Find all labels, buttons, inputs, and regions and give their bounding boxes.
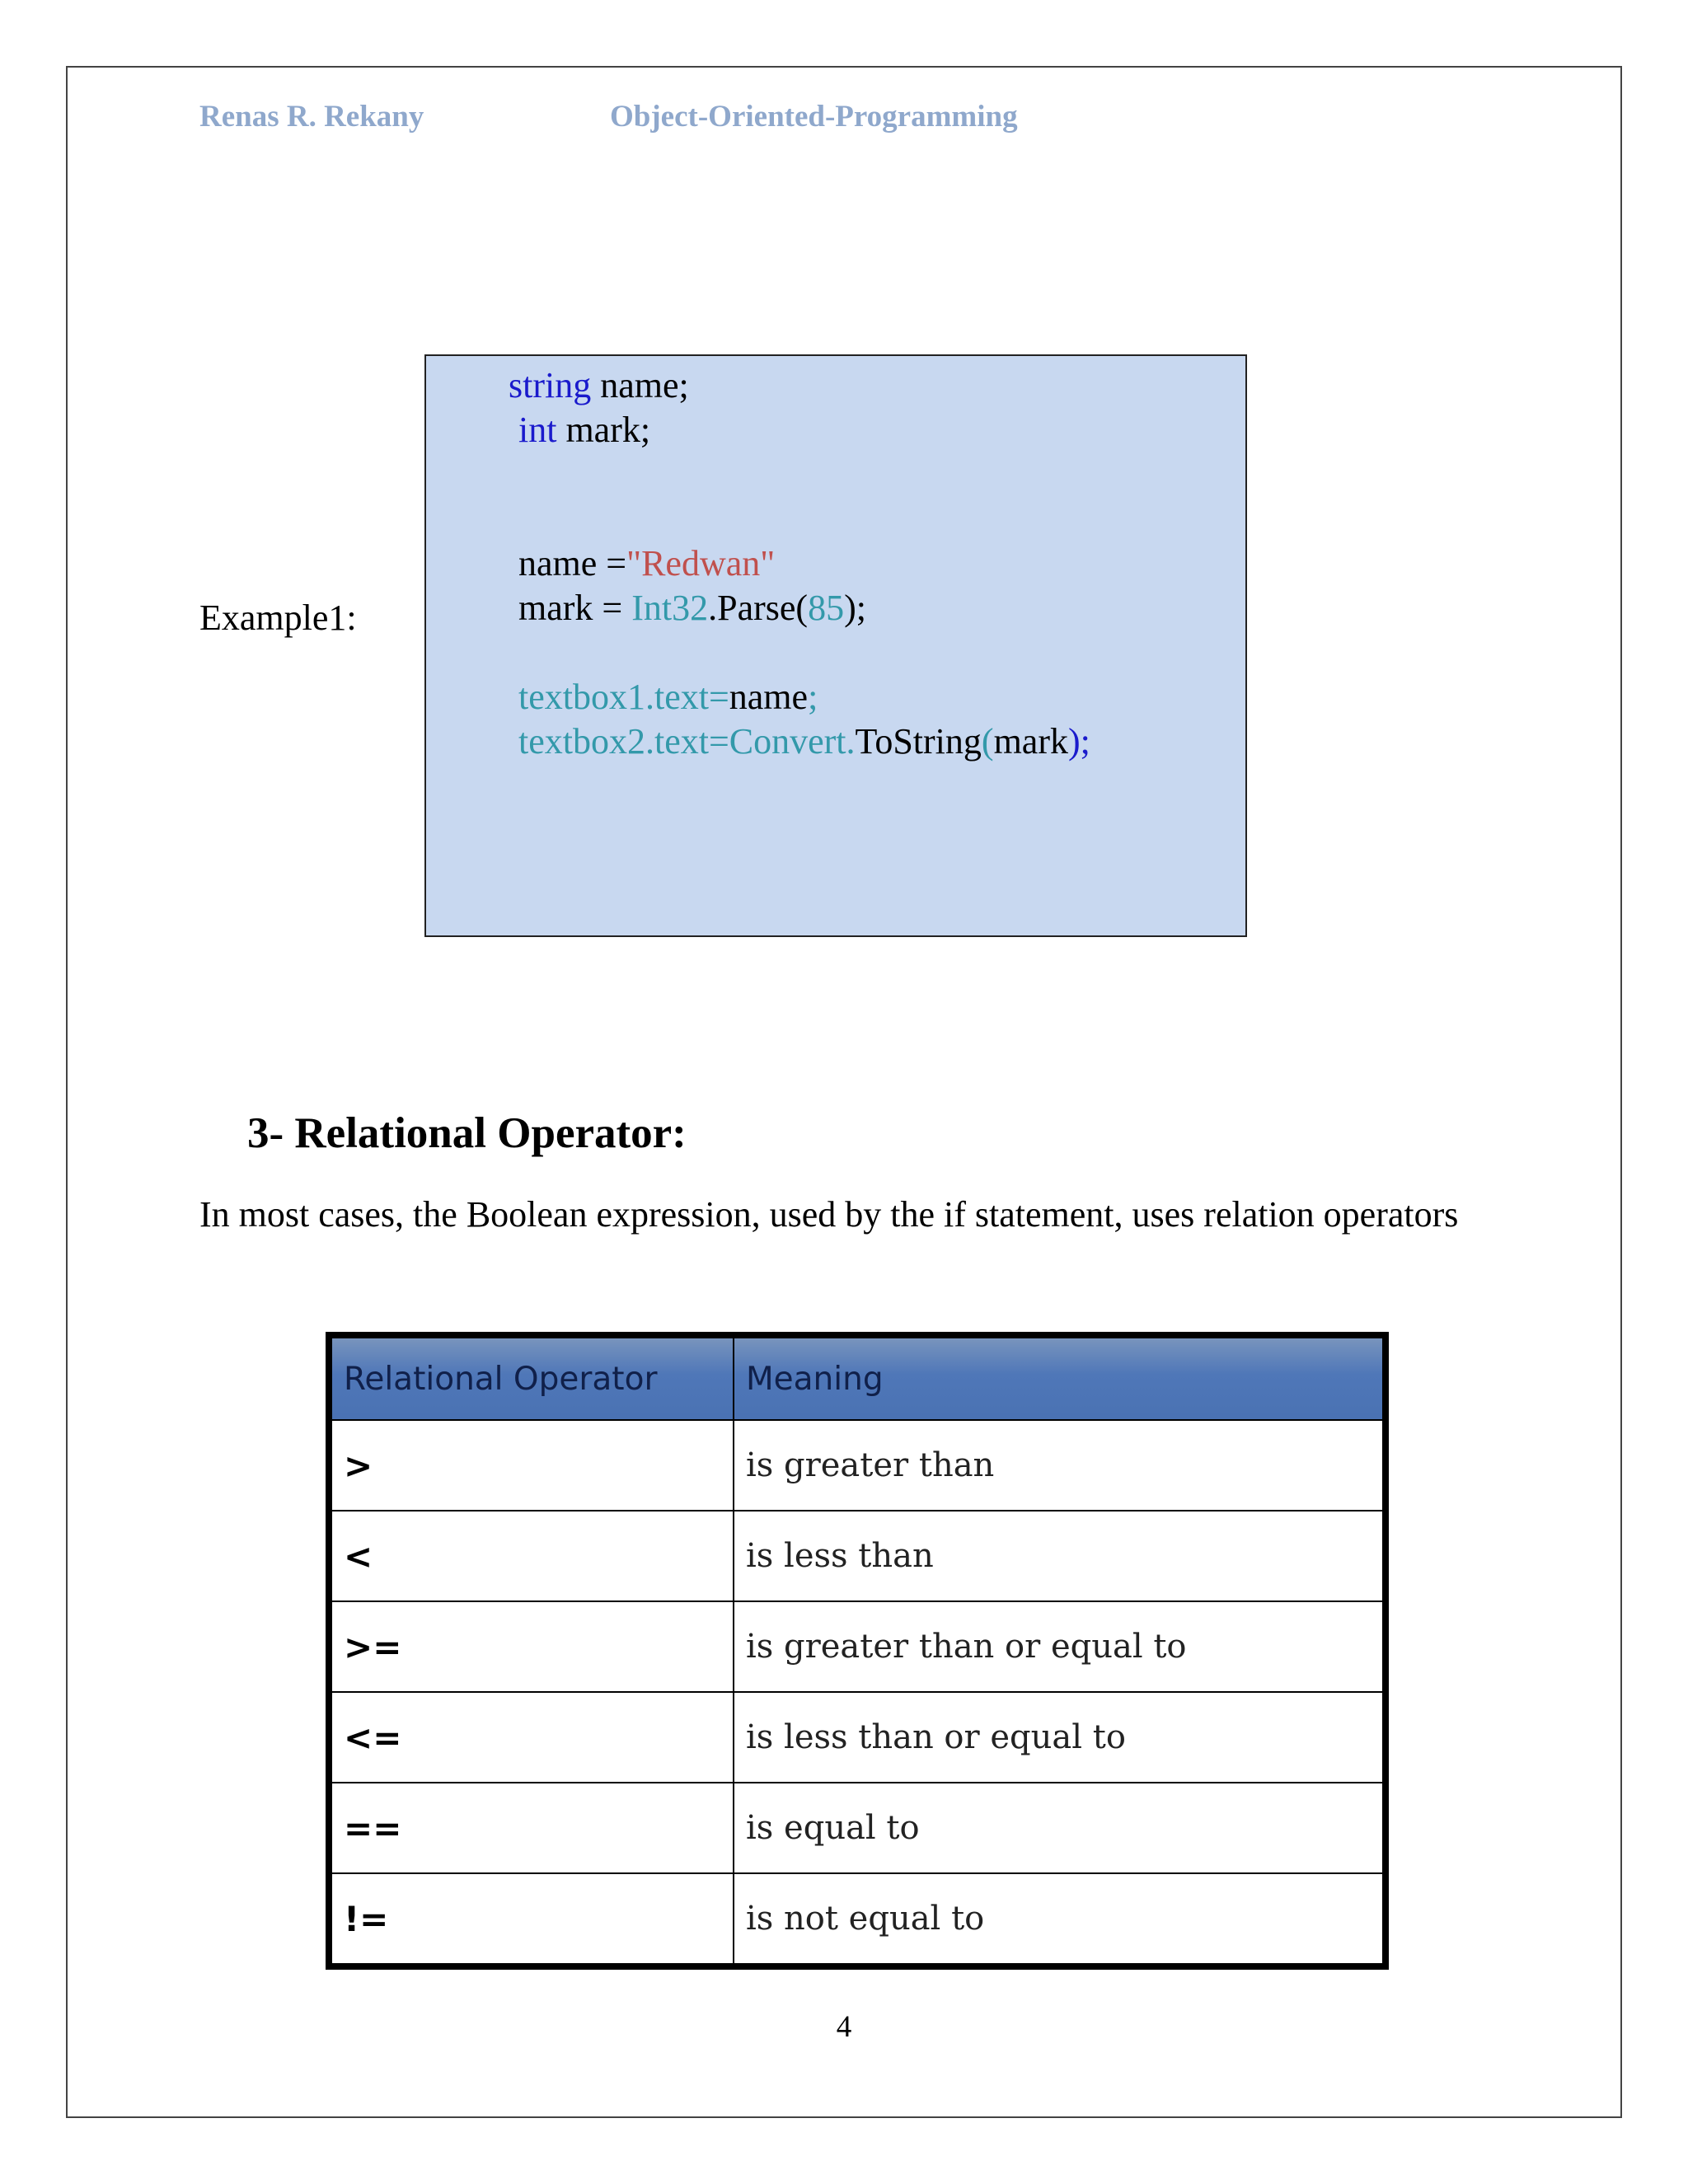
code-punct: ( xyxy=(981,721,994,762)
table-header-row xyxy=(329,1335,1386,1420)
code-member: textbox1.text= xyxy=(518,677,729,717)
operator-cell: >= xyxy=(329,1601,734,1692)
code-text: name xyxy=(729,677,809,717)
table-row xyxy=(329,1692,1386,1783)
code-type-name: Int32 xyxy=(631,588,709,628)
code-line-4 xyxy=(518,587,866,629)
example-label: Example1: xyxy=(199,598,357,638)
table-row xyxy=(329,1420,1386,1511)
meaning-cell: is less than or equal to xyxy=(734,1692,1386,1783)
code-line-3 xyxy=(518,542,775,584)
code-text: mark = xyxy=(518,588,632,628)
code-line-2 xyxy=(518,409,650,451)
section-title: 3- Relational Operator: xyxy=(247,1109,687,1157)
meaning-cell: is greater than or equal to xyxy=(734,1601,1386,1692)
code-string-literal: "Redwan" xyxy=(626,543,776,583)
code-line-5 xyxy=(518,676,818,718)
code-line-6 xyxy=(518,720,1090,762)
code-example-box xyxy=(424,354,1247,937)
code-text: mark xyxy=(993,721,1068,762)
meaning-cell: is not equal to xyxy=(734,1873,1386,1966)
operator-cell: == xyxy=(329,1783,734,1873)
meaning-cell: is greater than xyxy=(734,1420,1386,1511)
operator-cell: <= xyxy=(329,1692,734,1783)
code-member: textbox2.text=Convert. xyxy=(518,721,856,762)
code-punct: ; xyxy=(808,677,818,717)
page-number: 4 xyxy=(836,2010,852,2044)
relational-operator-table xyxy=(326,1332,1389,1970)
code-keyword-int: int xyxy=(518,410,557,450)
operator-cell: > xyxy=(329,1420,734,1511)
column-header-operator: Relational Operator xyxy=(329,1335,734,1420)
code-text: ); xyxy=(844,588,866,628)
table-row xyxy=(329,1783,1386,1873)
code-method: ToString xyxy=(855,721,982,762)
code-text: mark; xyxy=(556,410,651,450)
column-header-meaning: Meaning xyxy=(734,1335,1386,1420)
intro-paragraph: In most cases, the Boolean expression, used by the if statement, uses relation operators xyxy=(199,1194,1459,1235)
code-punct: ) xyxy=(1067,721,1081,762)
header-author: Renas R. Rekany xyxy=(199,100,424,134)
operator-cell: < xyxy=(329,1511,734,1601)
table-row xyxy=(329,1511,1386,1601)
code-number-literal: 85 xyxy=(808,588,845,628)
code-punct: ; xyxy=(1080,721,1090,762)
table-row xyxy=(329,1873,1386,1966)
code-line-1 xyxy=(509,364,689,406)
table-row xyxy=(329,1601,1386,1692)
meaning-cell: is less than xyxy=(734,1511,1386,1601)
code-text: .Parse( xyxy=(708,588,809,628)
code-text: name; xyxy=(591,365,689,405)
code-keyword-string: string xyxy=(509,365,592,405)
operator-cell: != xyxy=(329,1873,734,1966)
meaning-cell: is equal to xyxy=(734,1783,1386,1873)
header-course: Object-Oriented-Programming xyxy=(610,100,1018,134)
code-text: name = xyxy=(518,543,627,583)
